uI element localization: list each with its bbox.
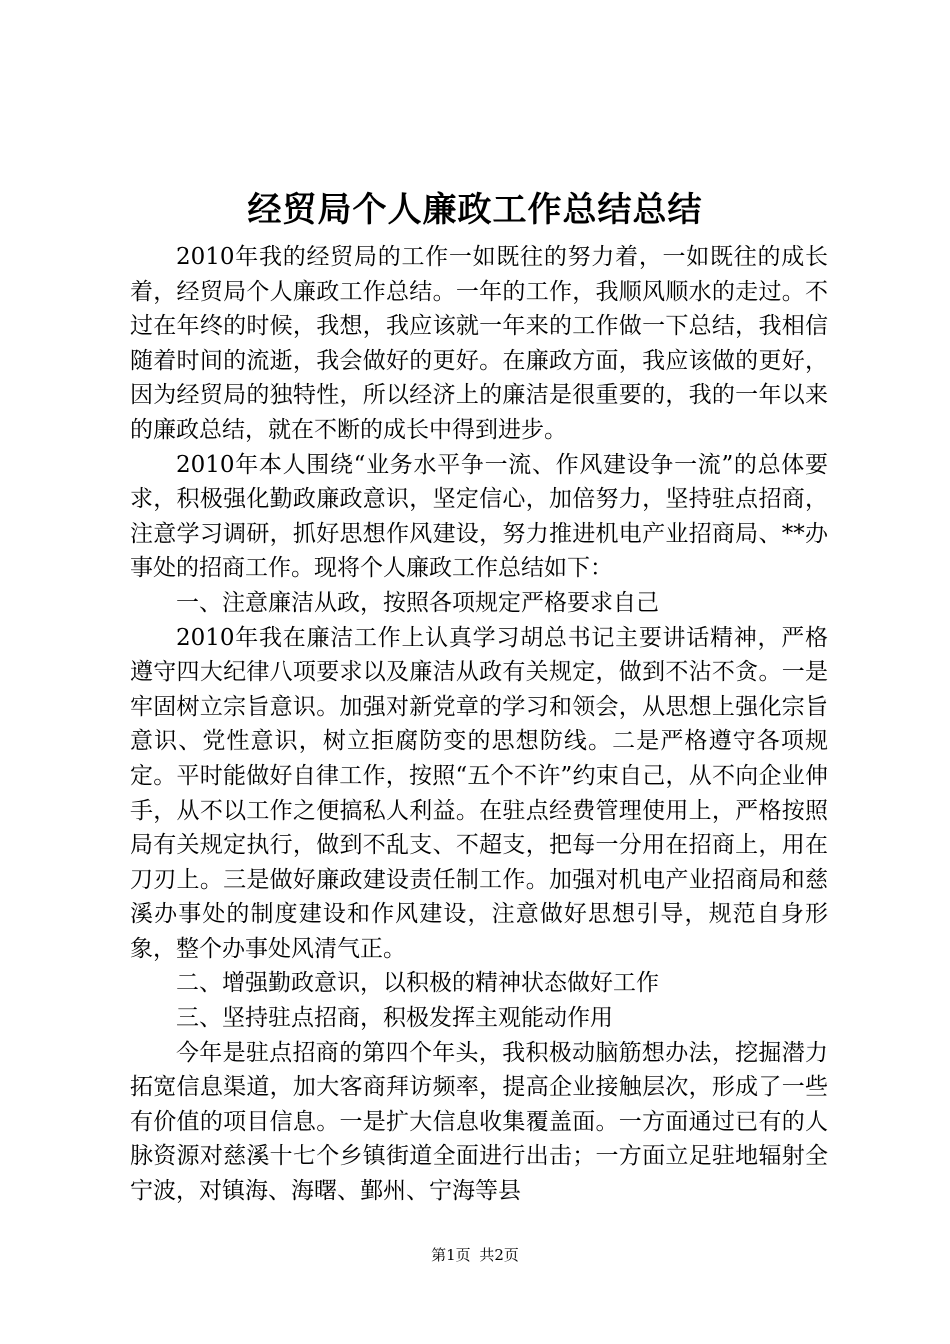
document-body [130, 240, 828, 1209]
paragraph-section-1: 2010年我在廉洁工作上认真学习胡总书记主要讲话精神，严格遵守四大纪律八项要求以及廉洁从政有关规定，做到不沾不贪。一是牢固树立宗旨意识。加强对新党章的学习和领会，从思想上强化宗旨意识、党性意识，树立拒腐防变的思想防线。二是严格遵守各项规定。平时能做好自律工作，按照“五个不许”约束自己，从不向企业伸手，从不以工作之便搞私人利益。在驻点经费管理使用上，严格按照局有关规定执行，做到不乱支、不超支，把每一分用在招商上，用在刀刃上。三是做好廉政建设责任制工作。加强对机电产业招商局和慈溪办事处的制度建设和作风建设，注意做好思想引导，规范自身形象，整个办事处风清气正。 [130, 624, 828, 962]
page-footer [0, 1244, 950, 1266]
paragraph-overview: 2010年本人围绕“业务水平争一流、作风建设争一流”的总体要求，积极强化勤政廉政意识，坚定信心，加倍努力，坚持驻点招商，注意学习调研，抓好思想作风建设，努力推进机电产业招商局、**办事处的招商工作。现将个人廉政工作总结如下： [130, 451, 828, 582]
paragraph-intro: 2010年我的经贸局的工作一如既往的努力着，一如既往的成长着，经贸局个人廉政工作总结。一年的工作，我顺风顺水的走过。不过在年终的时候，我想，我应该就一年来的工作做一下总结，我相信随着时间的流逝，我会做好的更好。在廉政方面，我应该做的更好，因为经贸局的独特性，所以经济上的廉洁是很重要的，我的一年以来的廉政总结，就在不断的成长中得到进步。 [130, 244, 828, 443]
page-number: 第1页 [431, 1246, 471, 1264]
section-heading-1: 一、注意廉洁从政，按照各项规定严格要求自己 [176, 589, 659, 616]
page-total: 共2页 [479, 1246, 519, 1264]
section-heading-2: 二、增强勤政意识，以积极的精神状态做好工作 [176, 970, 659, 997]
paragraph-section-3: 今年是驻点招商的第四个年头，我积极动脑筋想办法，挖掘潜力拓宽信息渠道，加大客商拜访频率，提高企业接触层次，形成了一些有价值的项目信息。一是扩大信息收集覆盖面。一方面通过已有的人脉资源对慈溪十七个乡镇街道全面进行出击；一方面立足驻地辐射全宁波，对镇海、海曙、鄞州、宁海等县 [130, 1039, 828, 1205]
section-heading-3: 三、坚持驻点招商，积极发挥主观能动作用 [176, 1005, 613, 1032]
document-title: 经贸局个人廉政工作总结总结 [247, 190, 703, 230]
